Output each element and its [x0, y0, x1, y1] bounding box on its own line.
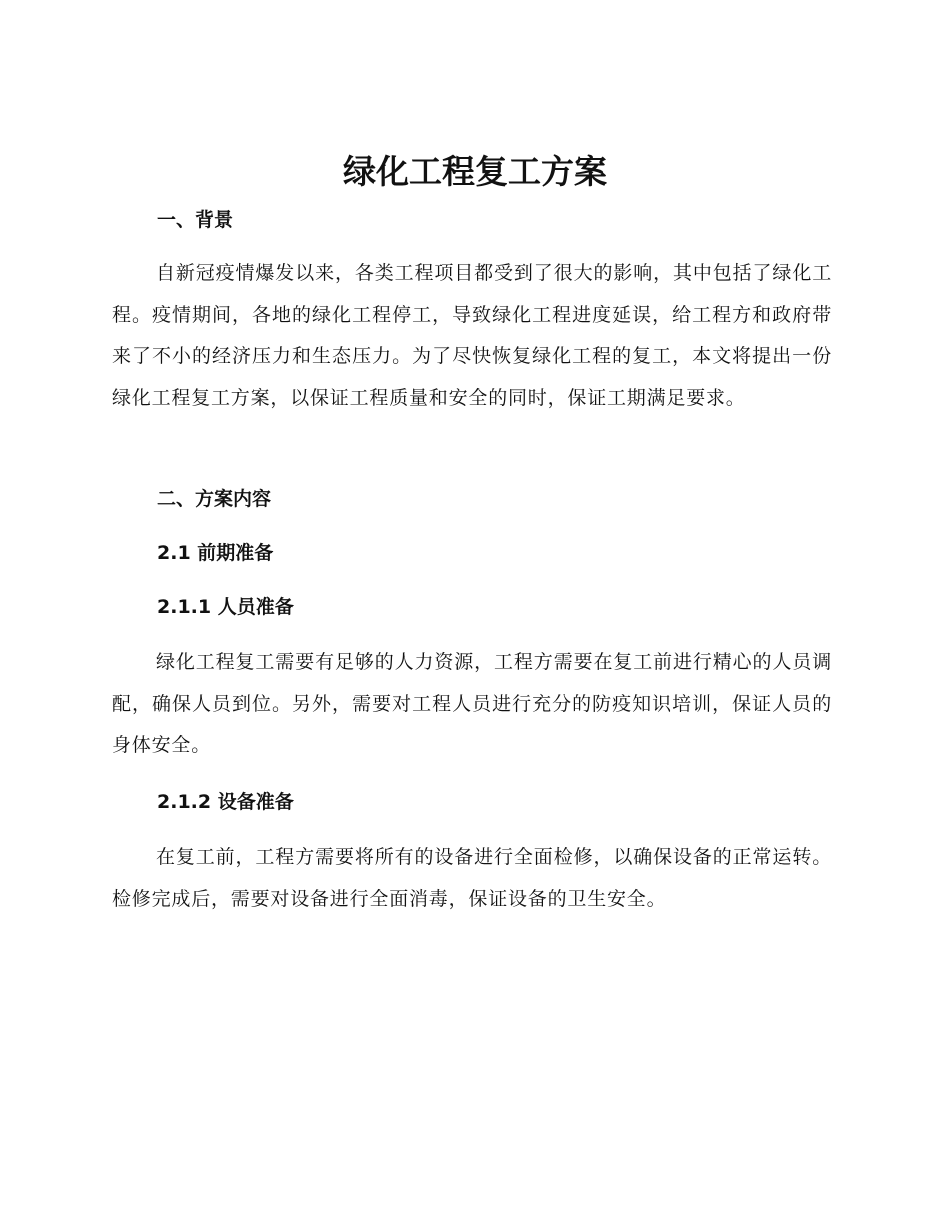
paragraph-background: 自新冠疫情爆发以来，各类工程项目都受到了很大的影响，其中包括了绿化工程。疫情期间，各地的绿化工程停工，导致绿化工程进度延误，给工程方和政府带来了不小的经济压力和生态压力。为了尽快恢复绿化工程的复工，本文将提出一份绿化工程复工方案，以保证工程质量和安全的同时，保证工期满足要求。: [112, 262, 832, 409]
section-heading-plan: 二、方案内容: [157, 488, 272, 510]
subsection-heading-prep: 2.1 前期准备: [157, 542, 274, 564]
document-title: 绿化工程复工方案: [343, 152, 607, 191]
section-heading-background: 一、背景: [157, 209, 234, 231]
paragraph-personnel: 绿化工程复工需要有足够的人力资源，工程方需要在复工前进行精心的人员调配，确保人员到位。另外，需要对工程人员进行充分的防疫知识培训，保证人员的身体安全。: [112, 651, 832, 756]
paragraph-equipment: 在复工前，工程方需要将所有的设备进行全面检修，以确保设备的正常运转。检修完成后，需要对设备进行全面消毒，保证设备的卫生安全。: [112, 846, 832, 910]
subsection-heading-equipment: 2.1.2 设备准备: [157, 791, 294, 813]
subsection-heading-personnel: 2.1.1 人员准备: [157, 596, 294, 618]
